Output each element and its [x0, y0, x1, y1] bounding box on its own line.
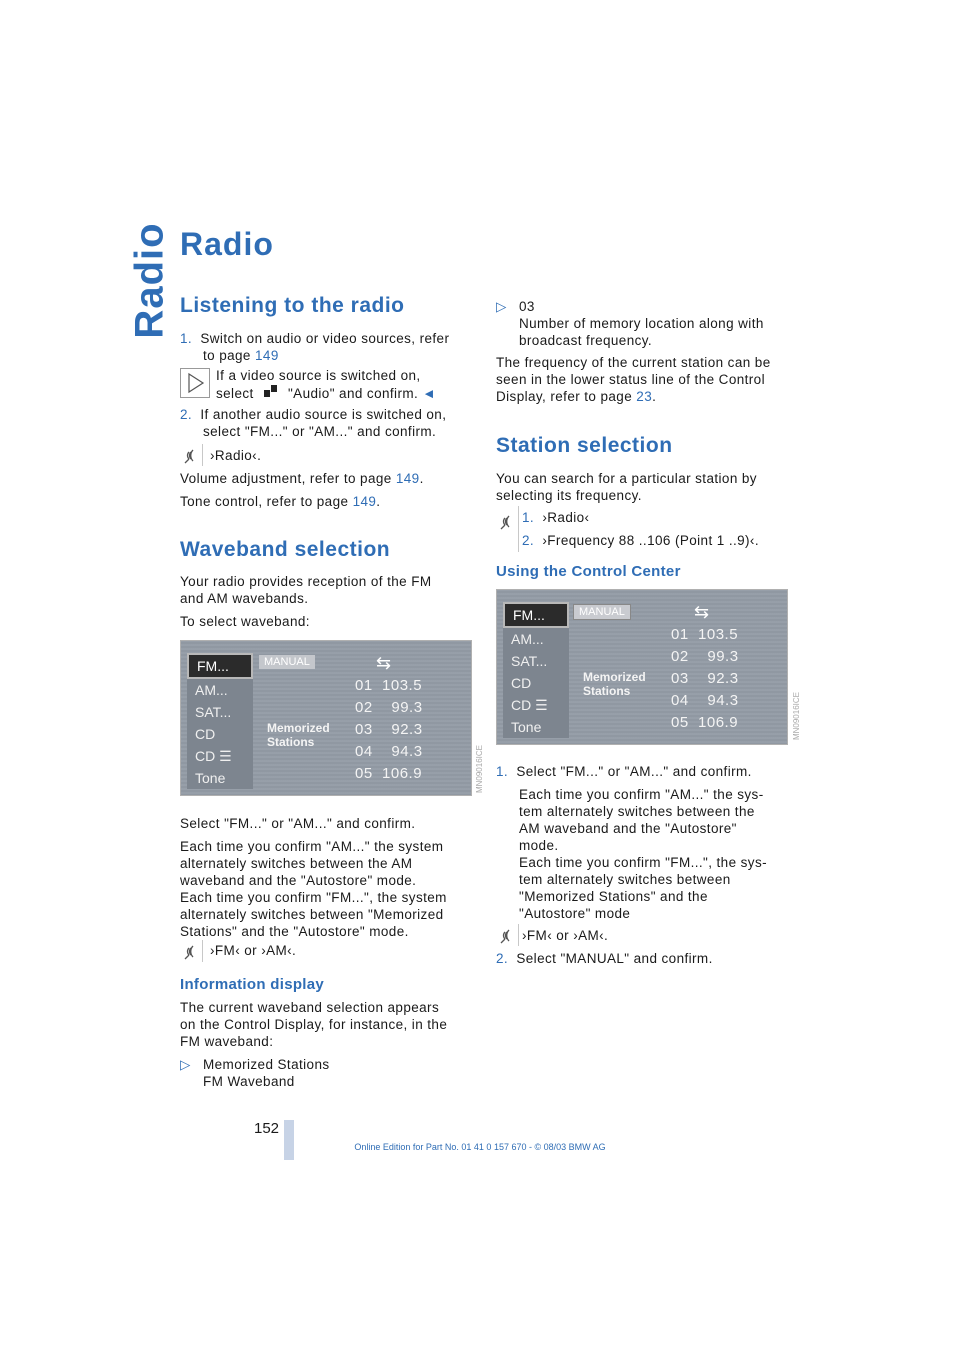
- screen-station-04: 04 94.3: [671, 692, 739, 709]
- screen-menu-cd-changer: CD ☰: [187, 745, 253, 767]
- voice-command-icon: [180, 942, 202, 964]
- heading-information-display: Information display: [180, 976, 325, 993]
- para-line: Each time you confirm "AM..." the system: [180, 839, 444, 854]
- heading-waveband: Waveband selection: [180, 538, 391, 561]
- note-line-2: select "Audio" and confirm. ◄: [216, 386, 437, 401]
- voice-fm-am: ›FM‹ or ›AM‹.: [522, 928, 609, 943]
- screen-station-05: 05 106.9: [355, 765, 423, 782]
- page-link-149[interactable]: 149: [255, 348, 279, 363]
- control-line: Each time you confirm "AM..." the sys-: [519, 787, 764, 802]
- screen-menu-cd: CD: [503, 672, 569, 694]
- end-mark-icon: ◄: [422, 386, 437, 401]
- footer-bar: [284, 1120, 294, 1160]
- heading-station-selection: Station selection: [496, 434, 673, 457]
- screen-manual: MANUAL: [573, 604, 631, 620]
- heading-listening: Listening to the radio: [180, 294, 405, 317]
- voice-fm-am: ›FM‹ or ›AM‹.: [210, 943, 297, 958]
- screen-menu-sat: SAT...: [503, 650, 569, 672]
- screen-station-05: 05 106.9: [671, 714, 739, 731]
- voice-step-1: 1. ›Radio‹: [522, 510, 590, 525]
- para-line: alternately switches between the AM: [180, 856, 413, 871]
- screen-menu-fm: FM...: [503, 602, 569, 628]
- freq-line: seen in the lower status line of the Control: [496, 372, 765, 387]
- volume-line: Volume adjustment, refer to page 149.: [180, 471, 424, 486]
- bullet-marker: ▷: [180, 1057, 191, 1072]
- back-arrow-icon: ⇆: [694, 602, 710, 622]
- screen-menu-am: AM...: [187, 679, 253, 701]
- screen-station-02: 02 99.3: [355, 699, 423, 716]
- screen-station-03: 03 92.3: [355, 721, 423, 738]
- bullet-line: Memorized Stations: [203, 1057, 330, 1072]
- image-code: MN09016ICE: [475, 745, 484, 794]
- control-line: "Memorized Stations" and the: [519, 889, 708, 904]
- screen-menu-cd: CD: [187, 723, 253, 745]
- screen-menu-sat: SAT...: [187, 701, 253, 723]
- side-tab: Radio: [127, 222, 172, 339]
- para-line: alternately switches between "Memorized: [180, 907, 444, 922]
- voice-command-icon: [496, 512, 518, 534]
- screen-station-01: 01 103.5: [671, 626, 739, 643]
- bullet-line: FM Waveband: [203, 1074, 295, 1089]
- control-line: AM waveband and the "Autostore": [519, 821, 737, 836]
- screen-station-01: 01 103.5: [355, 677, 423, 694]
- step-2: 2. If another audio source is switched on,: [180, 407, 447, 422]
- divider: [518, 924, 519, 946]
- control-line: mode.: [519, 838, 559, 853]
- voice-radio: ›Radio‹.: [210, 448, 262, 463]
- image-code: MN09016ICE: [792, 692, 801, 741]
- screen-manual: MANUAL: [259, 655, 315, 669]
- screen-menu-tone: Tone: [187, 767, 253, 789]
- control-line: "Autostore" mode: [519, 906, 631, 921]
- list-icon: ☰: [535, 697, 548, 713]
- page-link-149[interactable]: 149: [395, 471, 420, 486]
- station-line: selecting its frequency.: [496, 488, 642, 503]
- back-arrow-icon: ⇆: [376, 653, 392, 673]
- divider: [518, 506, 519, 552]
- divider: [202, 940, 203, 962]
- control-line: Each time you confirm "FM...", the sys-: [519, 855, 767, 870]
- page-link-149[interactable]: 149: [352, 494, 377, 509]
- tone-line: Tone control, refer to page 149.: [180, 494, 381, 509]
- screen-station-04: 04 94.3: [355, 743, 423, 760]
- screen-station-02: 02 99.3: [671, 648, 739, 665]
- screen-menu-tone: Tone: [503, 716, 569, 738]
- screen-menu-am: AM...: [503, 628, 569, 650]
- screen-memorized: Memorized Stations: [583, 670, 646, 698]
- audio-menu-icon: [258, 384, 284, 402]
- screen-menu: [503, 602, 569, 738]
- info-line: FM waveband:: [180, 1034, 274, 1049]
- note-line-1: If a video source is switched on,: [216, 368, 421, 383]
- page-number: 152: [254, 1120, 280, 1137]
- voice-step-2: 2. ›Frequency 88 ..106 (Point 1 ..9)‹.: [522, 533, 759, 548]
- info-line: The current waveband selection appears: [180, 1000, 440, 1015]
- divider: [202, 444, 203, 466]
- footer-text: Online Edition for Part No. 01 41 0 157 670 - © 08/03 BMW AG: [354, 1142, 606, 1152]
- list-icon: ☰: [219, 748, 232, 764]
- step-1-line2: to page 149: [203, 348, 279, 363]
- control-display-screenshot: [496, 589, 788, 745]
- step-2-line2: select "FM..." or "AM..." and confirm.: [203, 424, 437, 439]
- para-line: Stations" and the "Autostore" mode.: [180, 924, 409, 939]
- control-line: tem alternately switches between the: [519, 804, 755, 819]
- select-fm-am: Select "FM..." or "AM..." and confirm.: [180, 816, 416, 831]
- freq-line: Display, refer to page 23.: [496, 389, 657, 404]
- waveband-intro-2: and AM wavebands.: [180, 591, 309, 606]
- control-display-screenshot: [180, 640, 472, 796]
- to-select: To select waveband:: [180, 614, 310, 629]
- voice-command-icon: [496, 926, 518, 948]
- waveband-intro-1: Your radio provides reception of the FM: [180, 574, 432, 589]
- screen-station-03: 03 92.3: [671, 670, 739, 687]
- page-link-23[interactable]: 23: [636, 389, 653, 404]
- note-triangle-icon: [180, 368, 210, 398]
- voice-command-icon: [180, 446, 202, 468]
- step-1: 1. Switch on audio or video sources, refer: [180, 331, 450, 346]
- station-line: You can search for a particular station by: [496, 471, 757, 486]
- info-line: on the Control Display, for instance, in the: [180, 1017, 448, 1032]
- para-line: waveband and the "Autostore" mode.: [180, 873, 417, 888]
- screen-menu-fm: FM...: [187, 653, 253, 679]
- bullet-line: 03: [519, 299, 535, 314]
- screen-menu-cd-changer: CD ☰: [503, 694, 569, 716]
- screen-menu: [187, 653, 253, 789]
- bullet-line: broadcast frequency.: [519, 333, 653, 348]
- bullet-marker: ▷: [496, 299, 507, 314]
- control-step-1: 1. Select "FM..." or "AM..." and confirm.: [496, 764, 752, 779]
- page-title: Radio: [180, 226, 274, 262]
- para-line: Each time you confirm "FM...", the system: [180, 890, 447, 905]
- control-line: tem alternately switches between: [519, 872, 731, 887]
- control-step-2: 2. Select "MANUAL" and confirm.: [496, 951, 713, 966]
- screen-memorized: Memorized Stations: [267, 721, 330, 749]
- heading-control-center: Using the Control Center: [496, 563, 681, 580]
- freq-line: The frequency of the current station can be: [496, 355, 771, 370]
- bullet-line: Number of memory location along with: [519, 316, 764, 331]
